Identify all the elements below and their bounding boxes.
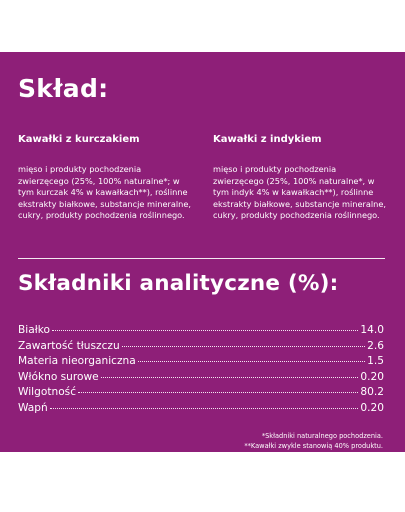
- column-title: Kawałki z kurczakiem: [18, 134, 140, 145]
- row-label: Materia nieorganiczna: [18, 355, 136, 368]
- row-label: Wapń: [18, 401, 48, 414]
- analytics-table: [18, 324, 384, 418]
- analytics-row-fat: [18, 340, 384, 356]
- row-value: 0.20: [360, 401, 384, 414]
- analytics-row-moisture: [18, 386, 384, 402]
- dotted-leader: [138, 361, 365, 362]
- footnote-natural: *Składniki naturalnego pochodzenia.: [261, 432, 383, 440]
- column-title: Kawałki z indykiem: [213, 134, 322, 145]
- analytics-row-fibre: [18, 371, 384, 387]
- composition-column-chicken: [18, 134, 193, 222]
- dotted-leader: [50, 408, 359, 409]
- section-divider: [18, 258, 385, 259]
- analytics-row-protein: [18, 324, 384, 340]
- row-label: Włókno surowe: [18, 370, 99, 383]
- column-text: mięso i produkty pochodzenia zwierzęcego (25%, 100% naturalne*; w tym kurczak 4% w kawałkach**), roślinne ekstrakty białkowe, substancje mineralne, cukry, produkty pochodzenia roślinnego.: [18, 164, 191, 221]
- dotted-leader: [122, 346, 365, 347]
- row-value: 14.0: [360, 324, 384, 336]
- composition-panel: [0, 52, 405, 452]
- footnote-chunks: **Kawałki zwykle stanowią 40% produktu.: [244, 441, 383, 450]
- dotted-leader: [78, 392, 358, 393]
- analytics-row-inorganic: [18, 355, 384, 371]
- row-label: Białko: [18, 324, 50, 336]
- row-value: 80.2: [360, 386, 384, 399]
- footnotes: [244, 432, 383, 451]
- dotted-leader: [52, 330, 358, 331]
- column-text: mięso i produkty pochodzenia zwierzęcego (25%, 100% naturalne*, w tym indyk 4% w kawałkach**), roślinne ekstrakty białkowe, substancje mineralne, cukry, produkty pochodzenia roślinnego.: [213, 164, 386, 221]
- composition-column-turkey: [213, 134, 388, 222]
- row-value: 2.6: [367, 339, 384, 352]
- row-value: 1.5: [367, 355, 384, 368]
- dotted-leader: [101, 377, 359, 378]
- analytics-title: Składniki analityczne (%):: [18, 271, 339, 296]
- analytics-row-calcium: [18, 402, 384, 418]
- composition-title: Skład:: [18, 74, 109, 103]
- row-value: 0.20: [360, 370, 384, 383]
- row-label: Wilgotność: [18, 386, 77, 399]
- row-label: Zawartość tłuszczu: [18, 339, 120, 352]
